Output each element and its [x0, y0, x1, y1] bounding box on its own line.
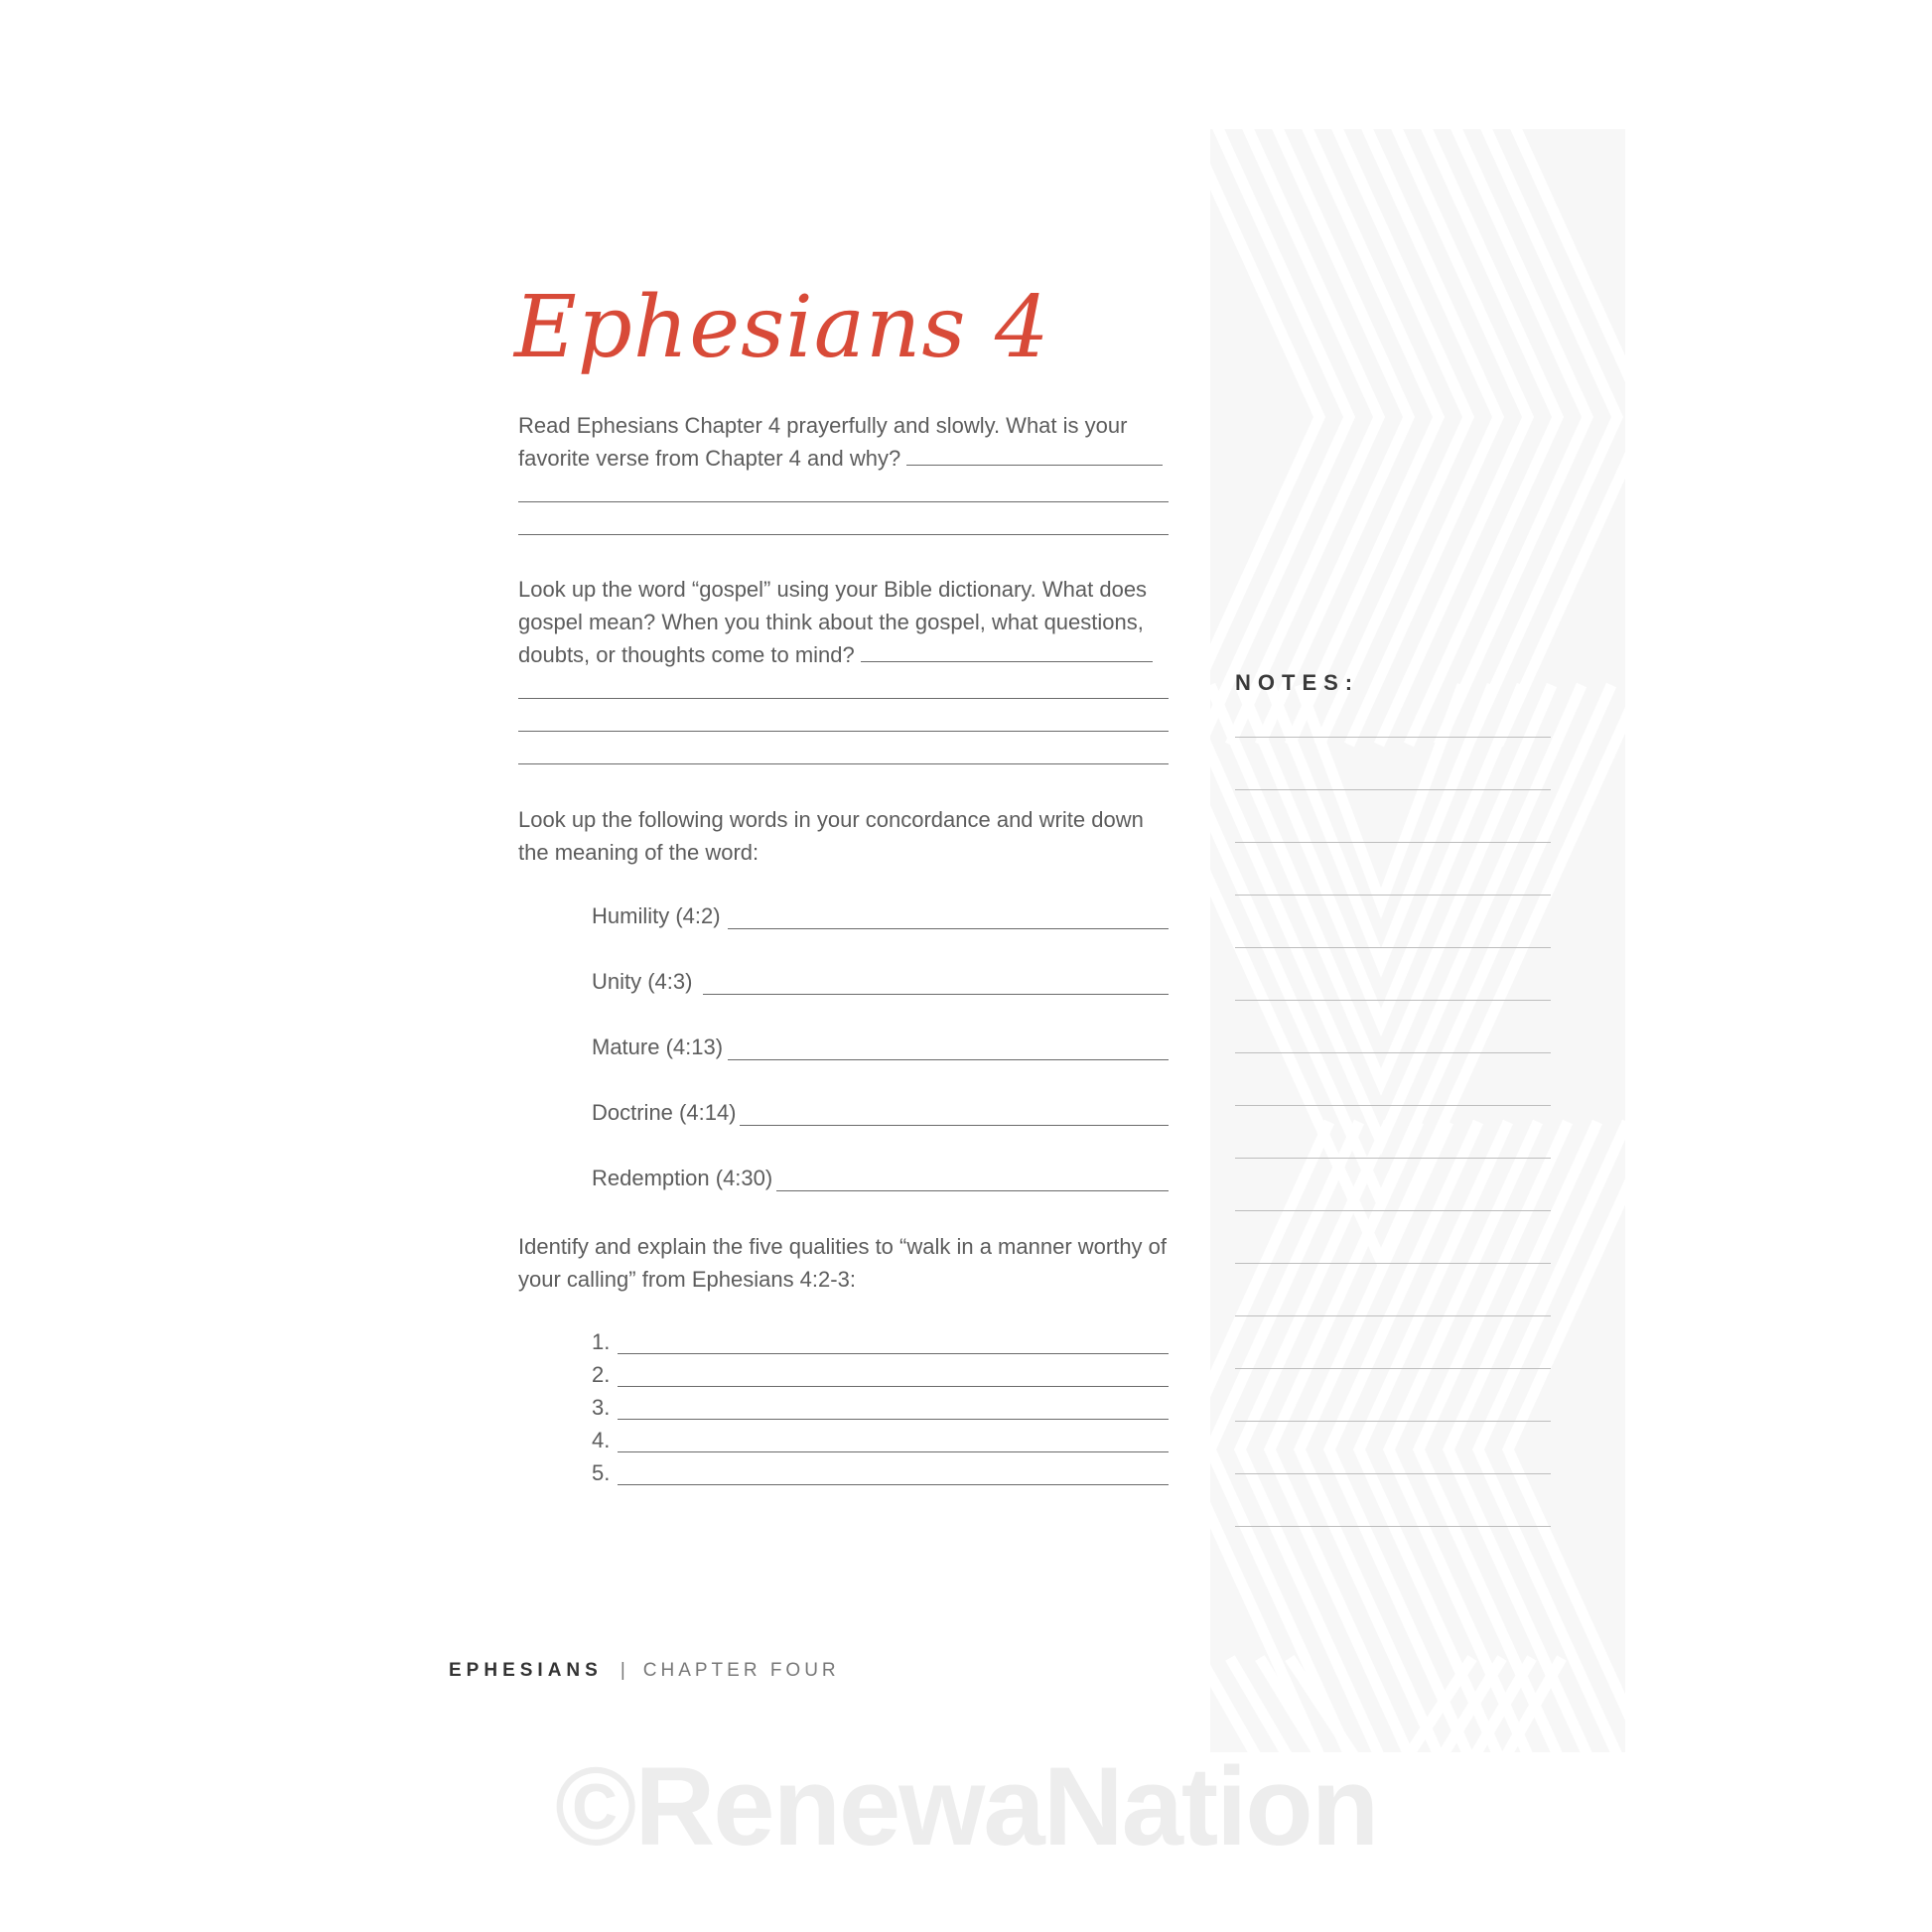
question-3-line-1: Look up the following words in your concordance and write down [518, 807, 1144, 832]
answer-line[interactable] [518, 763, 1169, 764]
question-1-line-2: favorite verse from Chapter 4 and why? [518, 446, 901, 471]
answer-line[interactable] [618, 1484, 1169, 1485]
notes-line[interactable] [1235, 1105, 1551, 1106]
list-number: 3. [592, 1395, 611, 1420]
answer-line[interactable] [776, 1190, 1169, 1191]
footer-book: EPHESIANS [449, 1660, 603, 1681]
question-4-line-2: your calling” from Ephesians 4:2-3: [518, 1267, 856, 1292]
question-1 [518, 409, 1193, 475]
question-4 [518, 1230, 1193, 1296]
answer-line[interactable] [518, 534, 1169, 535]
term-humility: Humility (4:2) [592, 903, 721, 928]
notes-line[interactable] [1235, 737, 1551, 738]
notes-line[interactable] [1235, 1421, 1551, 1422]
footer-chapter: CHAPTER FOUR [642, 1660, 840, 1681]
question-1-line-1: Read Ephesians Chapter 4 prayerfully and slowly. What is your [518, 413, 1128, 438]
answer-line[interactable] [618, 1419, 1169, 1420]
question-2 [518, 573, 1193, 671]
answer-line[interactable] [728, 928, 1169, 929]
question-2-line-2: gospel mean? When you think about the gospel, what questions, [518, 610, 1144, 634]
notes-line[interactable] [1235, 947, 1551, 948]
notes-line[interactable] [1235, 789, 1551, 790]
answer-line[interactable] [618, 1451, 1169, 1452]
notes-line[interactable] [1235, 1263, 1551, 1264]
notes-line[interactable] [1235, 1473, 1551, 1474]
term-doctrine: Doctrine (4:14) [592, 1100, 737, 1125]
watermark: ©RenewaNation [554, 1744, 1378, 1868]
list-number: 2. [592, 1362, 611, 1387]
question-3 [518, 803, 1193, 869]
question-3-line-2: the meaning of the word: [518, 840, 759, 865]
question-4-line-1: Identify and explain the five qualities to “walk in a manner worthy of [518, 1234, 1168, 1259]
footer-separator: | [620, 1660, 625, 1681]
notes-line[interactable] [1235, 1158, 1551, 1159]
answer-line[interactable] [728, 1059, 1169, 1060]
list-number: 1. [592, 1329, 611, 1354]
notes-line[interactable] [1235, 1210, 1551, 1211]
notes-line[interactable] [1235, 1000, 1551, 1001]
notes-line[interactable] [1235, 842, 1551, 843]
answer-line[interactable] [703, 994, 1169, 995]
term-unity: Unity (4:3) [592, 969, 693, 994]
answer-line[interactable] [906, 447, 1163, 466]
term-redemption: Redemption (4:30) [592, 1166, 773, 1190]
notes-heading: NOTES: [1235, 670, 1360, 695]
answer-line[interactable] [618, 1353, 1169, 1354]
question-2-line-1: Look up the word “gospel” using your Bible dictionary. What does [518, 577, 1148, 602]
answer-line[interactable] [861, 643, 1153, 662]
notes-line[interactable] [1235, 1526, 1551, 1527]
list-number: 4. [592, 1428, 611, 1452]
page-title: Ephesians 4 [514, 278, 1050, 377]
list-number: 5. [592, 1460, 611, 1485]
chevron-pattern [1210, 129, 1625, 1752]
term-mature: Mature (4:13) [592, 1035, 724, 1059]
answer-line[interactable] [518, 698, 1169, 699]
answer-line[interactable] [740, 1125, 1169, 1126]
notes-line[interactable] [1235, 1315, 1551, 1316]
notes-line[interactable] [1235, 895, 1551, 896]
notes-panel [1210, 129, 1625, 1752]
answer-line[interactable] [518, 501, 1169, 502]
page-footer [449, 1660, 840, 1682]
notes-line[interactable] [1235, 1368, 1551, 1369]
question-2-line-3: doubts, or thoughts come to mind? [518, 642, 855, 667]
answer-line[interactable] [618, 1386, 1169, 1387]
answer-line[interactable] [518, 731, 1169, 732]
notes-line[interactable] [1235, 1052, 1551, 1053]
